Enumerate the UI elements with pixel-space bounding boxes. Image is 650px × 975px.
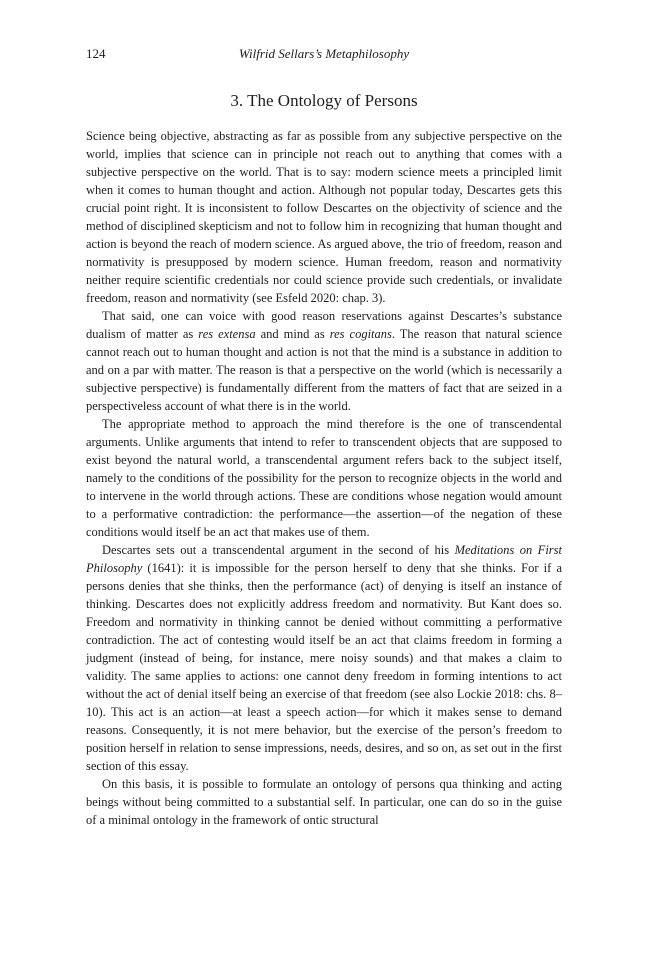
paragraph-4-emphasis-meditations: Meditations on First Philosophy — [86, 543, 562, 575]
paragraph-4 — [86, 541, 562, 775]
paragraph-1-text: Science being objective, abstracting as far as possible from any subjective perspective on the world, implies that science can in principle not reach out to anything that comes with a subjective perspective on the world. That is to say: modern science meets a principled limit when it comes to human thought and action. Although not popular today, Descartes gets this crucial point right. It is inconsistent to follow Descartes on the objectivity of science and the method of disciplined skepticism and not to follow him in recognizing that human thought and action is beyond the reach of modern science. As argued above, the trio of freedom, reason and normativity is presupposed by modern science. Human freedom, reason and normativity neither require scientific credentials nor could science provide such credentials, or invalidate freedom, reason and normativity (see Esfeld 2020: chap. 3). — [86, 129, 562, 305]
paragraph-4-text-a: Descartes sets out a transcendental argument in the second of his — [102, 543, 455, 557]
running-title: Wilfrid Sellars’s Metaphilosophy — [238, 46, 410, 61]
paragraph-3 — [86, 415, 562, 541]
paragraph-2-text-a: That said, one can voice with good reason reservations against Descartes’s substance dualism of matter as — [86, 309, 562, 341]
section-heading: 3. The Ontology of Persons — [230, 91, 418, 110]
paragraph-2-emphasis-res-cogitans: res cogitans — [329, 327, 392, 341]
paragraph-2-emphasis-res-extensa: res extensa — [198, 327, 256, 341]
paragraph-5-text: On this basis, it is possible to formulate an ontology of persons qua thinking and acting beings without being committed to a substantial self. In particular, one can do so in the guise of a minimal ontology in the framework of ontic structural — [86, 777, 562, 827]
paragraph-2-text-b: and mind as — [255, 327, 330, 341]
body-text — [86, 127, 562, 829]
paragraph-4-text-b: (1641): it is impossible for the person herself to deny that she thinks. For if a persons denies that she thinks, then the performance (act) of denying is itself an instance of thinking. Descartes does not explicitly address freedom and normativity. But Kant does so. Freedom and normativity in thinking cannot be denied without committing a performative contradiction. The act of contesting would itself be an act that claims freedom in forming a judgment (instead of being, for instance, mere noisy sounds) and that makes a claim to validity. The same applies to actions: one cannot deny freedom in forming intentions to act without the act of denial itself being an exercise of that freedom (see also Lockie 2018: chs. 8–10). This act is an action—at least a speech action—for which it makes sense to demand reasons. Consequently, it is not mere behavior, but the exercise of the person’s freedom to position herself in relation to sense impressions, needs, desires, and so on, as set out in the first section of this essay. — [86, 561, 562, 773]
paragraph-1 — [86, 127, 562, 307]
paragraph-5 — [86, 775, 562, 829]
paragraph-2-text-c: . The reason that natural science cannot reach out to human thought and action is not that the mind is a substance in addition to and on a par with matter. The reason is that a perspective on the world (which is necessarily a subjective perspective) is fundamentally different from the matters of fact that are seized in a perspectiveless account of what there is in the world. — [86, 327, 563, 413]
running-head — [86, 46, 562, 62]
page-number: 124 — [86, 46, 106, 61]
paragraph-3-text: The appropriate method to approach the mind therefore is the one of transcendental arguments. Unlike arguments that intend to refer to transcendent objects that are supposed to exist beyond the natural world, a transcendental argument refers back to the subject itself, namely to the conditions of the possibility for the person to recognize objects in the world and to intervene in the world through actions. These are conditions whose negation would amount to a performative contradiction: the performance—the assertion—of the negation of these conditions would itself be an act that makes use of them. — [86, 417, 562, 539]
paragraph-2 — [86, 307, 562, 415]
